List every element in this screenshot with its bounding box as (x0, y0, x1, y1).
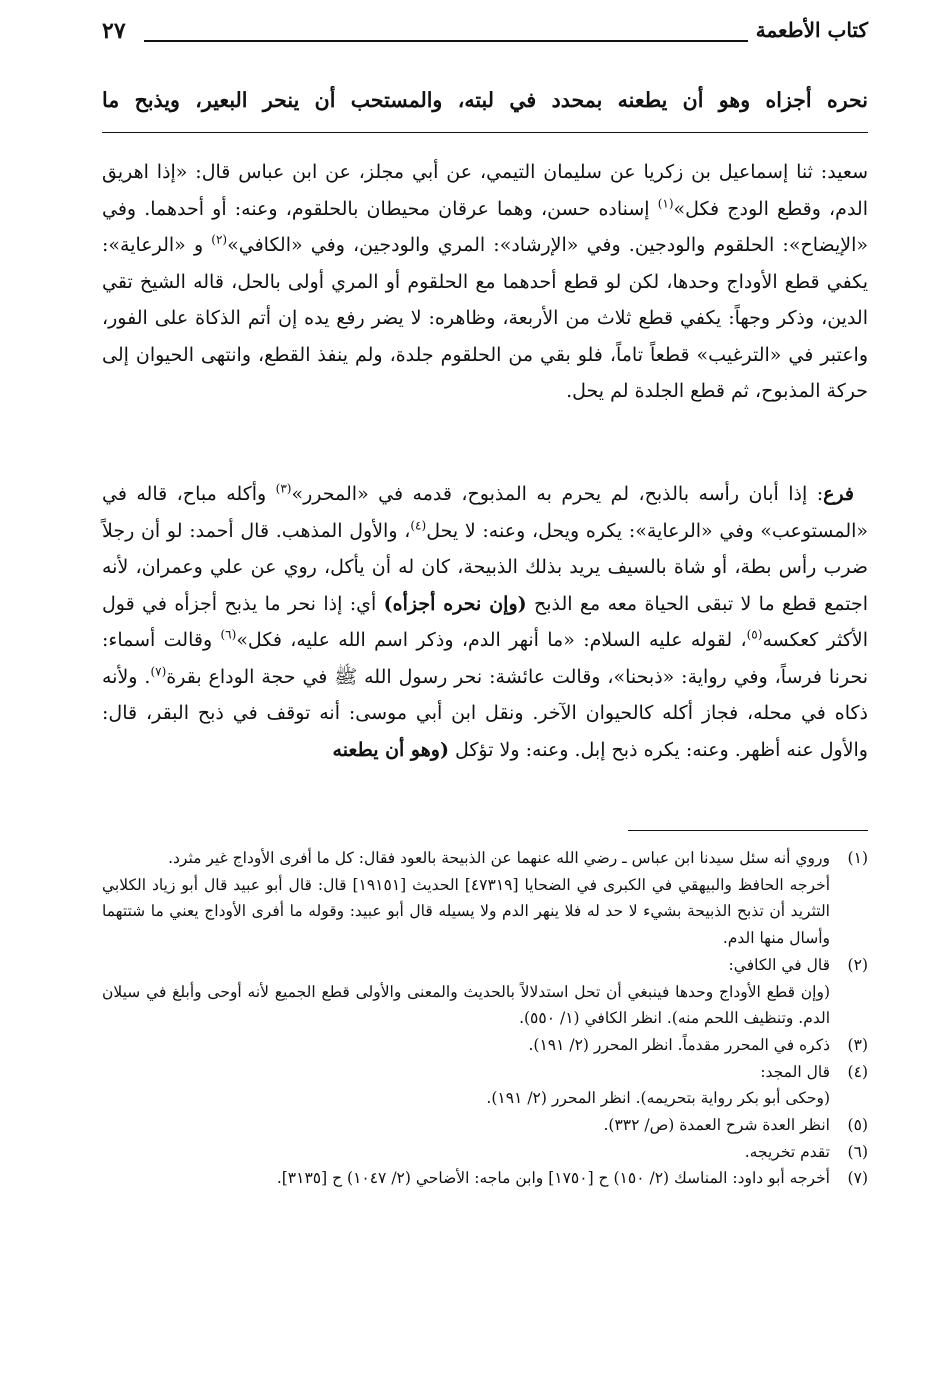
footnote-line: (وحكى أبو بكر رواية بتحريمه). انظر المحرر (٢/ ١٩١). (486, 1089, 830, 1108)
text-run: . ولأنه ذكاه في محله، فجاز أكله كالحيوان الآخر. ونقل ابن أبي موسى: أنه توقف في ذبح البقر، قال: والأول عنه أظهر. وعنه: يكره ذبح إبل. وعنه: ولا تؤكل (102, 665, 868, 761)
footnote-2 (102, 952, 868, 1032)
text-run: وأكله مباح، قاله في «المستوعب» وفي «الرعاية»: يكره ويحل، وعنه: لا يحل (102, 483, 869, 542)
header-rule (144, 40, 748, 42)
bold-term: فرع (823, 483, 854, 505)
footnote-number: (٤) (847, 1062, 868, 1081)
text-run: : إذا أبان رأسه بالذبح، لم يحرم به المذبوح، قدمه في «المحرر» (291, 483, 824, 505)
commentary-paragraph-1 (102, 154, 868, 410)
footnote-line: تقدم تخريجه. (744, 1142, 830, 1161)
footnote-line: انظر العدة شرح العمدة (ص/ ٣٣٢). (603, 1116, 830, 1135)
footnote-line: قال في الكافي: (728, 955, 830, 974)
footnote-number: (٣) (847, 1035, 868, 1054)
footnote-line: أخرجه الحافظ والبيهقي في الكبرى في الضحايا [٤٧٣١٩] الحديث [١٩١٥١] قال: قال أبو عبيد قال أبو زياد الكلابي التثريد أن تذبح الذبيحة بشيء لا حد له فلا ينهر الدم ولا يسيله قال أبو عبيد: وقوله ما أفرى الأوداج يعني ما شتتهما وأسال منها الدم. (102, 875, 830, 948)
footnote-7 (102, 1165, 868, 1192)
footnote-number: (٧) (847, 1169, 868, 1188)
text-run: سعيد: ثنا إسماعيل بن زكريا عن سليمان التيمي، عن أبي مجلز، عن ابن عباس قال: «إذا اهريق الدم، وقطع الودج فكل» (102, 161, 868, 220)
bold-matn-quote: (وهو أن يطعنه (332, 738, 449, 761)
bold-matn-quote: (وإن نحره أجزأه) (383, 592, 527, 615)
footnote-6 (102, 1139, 868, 1166)
footnote-ref[interactable]: (٣) (275, 481, 292, 496)
running-header (102, 18, 868, 52)
matn-divider (102, 132, 868, 133)
footnote-ref[interactable]: (٢) (211, 232, 228, 247)
text-run: إسناده حسن، وهما عرقان محيطان بالحلقوم، وعنه: أو أحدهما. وفي «الإيضاح»: الحلقوم والودجين. وفي «الإرشاد»: المري والودجين، وفي «الكافي» (102, 197, 869, 256)
text-run: أي: إذا نحر ما يذبح أجزأه في قول الأكثر كعكسه (102, 592, 868, 651)
footnote-ref[interactable]: (١) (657, 196, 674, 211)
footnote-ref[interactable]: (٧) (150, 664, 167, 679)
footnote-ref[interactable]: (٥) (746, 627, 763, 642)
footnote-number: (٥) (847, 1116, 868, 1135)
footnote-line: قال المجد: (760, 1062, 830, 1081)
footnote-line: ذكره في المحرر مقدماً. انظر المحرر (٢/ ١٩١). (528, 1035, 830, 1054)
footnote-line: (وإن قطع الأوداج وحدها فينبغي أن تحل استدلالاً بالحديث والمعنى والأولى قطع الجميع لأنه أوحى وأبلغ في سيلان الدم. وتنظيف اللحم منه). انظر الكافي (١/ ٥٥٠). (102, 982, 830, 1028)
commentary-paragraph-2 (102, 476, 868, 768)
footnote-separator (628, 830, 868, 831)
footnote-ref[interactable]: (٦) (220, 627, 237, 642)
footnote-line: وروي أنه سئل سيدنا ابن عباس ـ رضي الله عنهما عن الذبيحة بالعود فقال: كل ما أفرى الأوداج غير مثرد. (168, 849, 830, 867)
footnote-1 (102, 845, 868, 952)
text-run: وقالت أسماء: نحرنا فرساً، وفي رواية: «ذبحنا»، وقالت عائشة: نحر رسول الله ﷺ في حجة الوداع بقرة (102, 629, 868, 688)
text-run: ، لقوله عليه السلام: «ما أنهر الدم، وذكر اسم الله عليه، فكل» (236, 629, 747, 651)
footnotes (102, 845, 868, 1192)
footnote-number: (٢) (847, 955, 868, 974)
page-number: ٢٧ (102, 18, 126, 44)
footnote-ref[interactable]: (٤) (410, 518, 427, 533)
text-run: و «الرعاية»: يكفي قطع الأوداج وحدها، لكن لو قطع أحدهما مع الحلقوم أو المري أولى بالحل، قاله الشيخ تقي الدين، وذكر وجهاً: يكفي قطع ثلاث من الأربعة، وظاهره: لا يضر رفع يده إن أتم الذكاة على الفور، واعتبر في «الترغيب» قطعاً تاماً، فلو بقي من الحلقوم جلدة، ولم ينفذ القطع، وانتهى الحيوان إلى حركة المذبوح، ثم قطع الجلدة لم يحل. (102, 234, 868, 402)
footnote-number: (١) (847, 849, 868, 867)
footnote-3 (102, 1032, 868, 1059)
footnote-number: (٦) (847, 1142, 868, 1161)
text-run: ، والأول المذهب. قال أحمد: لو أن رجلاً ضرب رأس بطة، أو شاة بالسيف يريد بذلك الذبيحة، كان له أن يأكل، روي عن علي وعمران، لأنه اجتمع قطع ما لا تبقى الحياة معه مع الذبح (102, 519, 868, 615)
footnote-4 (102, 1059, 868, 1112)
footnote-line: أخرجه أبو داود: المناسك (٢/ ١٥٠) ح [١٧٥٠] وابن ماجه: الأضاحي (٢/ ١٠٤٧) ح [٣١٣٥]. (276, 1169, 830, 1188)
matn-text: نحره أجزاه وهو أن يطعنه بمحدد في لبته، والمستحب أن ينحر البعير، ويذبح ما (102, 88, 868, 112)
footnote-5 (102, 1112, 868, 1139)
chapter-title: كتاب الأطعمة (755, 18, 868, 42)
